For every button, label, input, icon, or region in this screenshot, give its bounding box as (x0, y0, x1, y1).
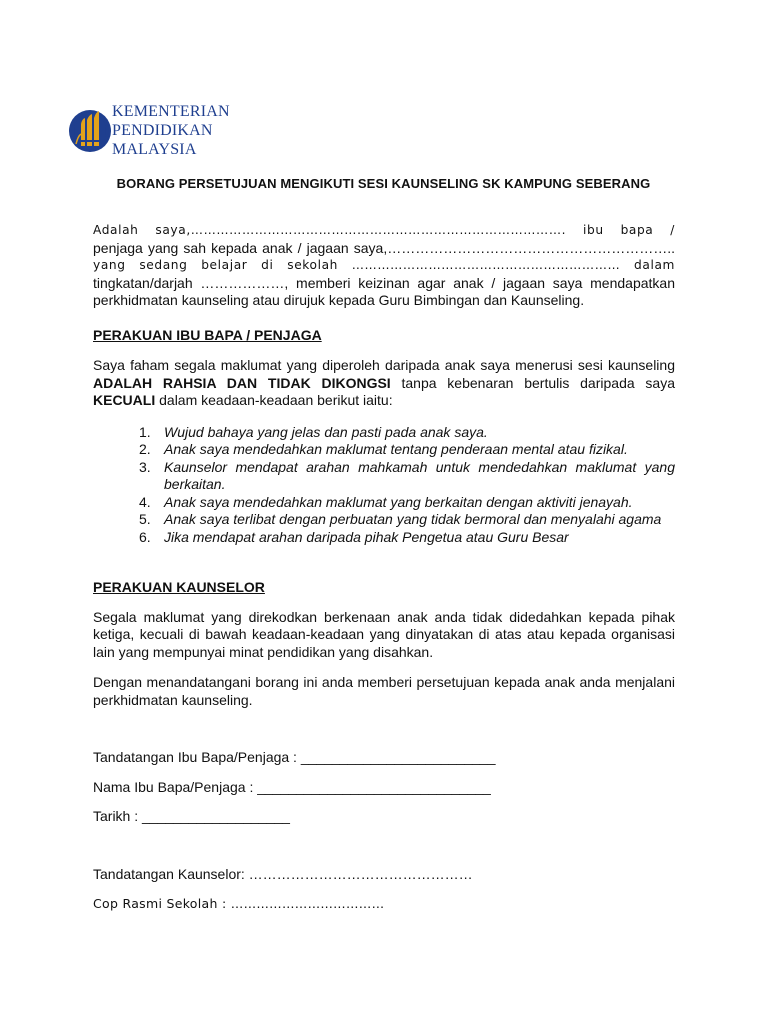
counselor-p1-line-3: lain yang mempunyai minat pendidikan yang disahkan. (93, 643, 434, 660)
logo-line-2: PENDIDIKAN (112, 122, 213, 139)
school-stamp-field[interactable]: Cop Rasmi Sekolah : ……………………………… (93, 896, 385, 911)
form-body (93, 222, 675, 913)
list-item (93, 511, 675, 529)
form-title: BORANG PERSETUJUAN MENGIKUTI SESI KAUNSELING SK KAMPUNG SEBERANG (116, 176, 651, 191)
counselor-paragraph-2 (93, 674, 675, 709)
intro-line-2: penjaga yang sah kepada anak / jagaan saya,…………………………………………………….. (93, 239, 675, 256)
list-item-number: 2. (139, 441, 151, 457)
list-item-text: Jika mendapat arahan daripada pihak Pengetua atau Guru Besar (164, 528, 569, 545)
intro-line-3: yang sedang belajar di sekolah ……………………………………………………… dalam (93, 258, 675, 272)
parent-para-line-3 (93, 392, 675, 410)
list-item-number: 4. (139, 493, 151, 510)
counselor-p1-line-2: ketiga, kecuali di bawah keadaan-keadaan yang dinyatakan di atas atau kepada organisasi (93, 626, 675, 642)
counselor-paragraph-1 (93, 609, 675, 662)
parent-para-line-2 (93, 375, 675, 393)
list-item-text: Anak saya mendedahkan maklumat tentang penderaan mental atau fizikal. (164, 441, 628, 457)
confidential-bold-text: ADALAH RAHSIA DAN TIDAK DIKONGSI (93, 374, 391, 391)
parent-declaration-paragraph (93, 357, 675, 410)
list-item-text-line-1: Kaunselor mendapat arahan mahkamah untuk mendedahkan maklumat yang (164, 458, 675, 475)
intro-line-4: tingkatan/darjah ………………, memberi keizinan agar anak / jagaan saya mendapatkan (93, 274, 675, 291)
exceptions-list (93, 424, 675, 547)
list-item-text: Anak saya mendedahkan maklumat yang berkaitan dengan aktiviti jenayah. (164, 493, 633, 510)
except-bold-text: KECUALI (93, 392, 156, 408)
list-item-number: 6. (139, 528, 151, 545)
list-item-text-line-2: berkaitan. (164, 476, 226, 492)
date-field[interactable]: Tarikh : ___________________ (93, 808, 290, 824)
counselor-p1-line-1: Segala maklumat yang direkodkan berkenaan anak anda tidak didedahkan kepada pihak (93, 608, 675, 625)
intro-line-5: perkhidmatan kaunseling atau dirujuk kepada Guru Bimbingan dan Kaunseling. (93, 292, 585, 308)
counselor-declaration-heading: PERAKUAN KAUNSELOR (93, 579, 265, 595)
counselor-p2-line-2: perkhidmatan kaunseling. (93, 691, 253, 708)
list-item-text: Wujud bahaya yang jelas dan pasti pada anak saya. (164, 423, 488, 440)
logo-line-1: KEMENTERIAN (112, 103, 230, 120)
parent-signature-field[interactable]: Tandatangan Ibu Bapa/Penjaga : _________________________ (93, 749, 496, 765)
logo-line-3: MALAYSIA (112, 141, 197, 158)
intro-paragraph (93, 222, 675, 310)
parent-para-line-3-rest: dalam keadaan-keadaan berikut iaitu: (155, 392, 393, 408)
list-item (93, 494, 675, 512)
parent-para-line-2-rest: tanpa kebenaran bertulis daripada saya (390, 374, 675, 391)
list-item (93, 424, 675, 442)
ministry-logo-text (112, 102, 230, 159)
counselor-p2-line-1: Dengan menandatangani borang ini anda memberi persetujuan kepada anak anda menjalani (93, 674, 675, 690)
ministry-logo (68, 100, 230, 162)
list-item-number: 3. (139, 458, 151, 475)
list-item (93, 459, 675, 494)
list-item-number: 5. (139, 511, 151, 527)
ministry-emblem-icon (68, 100, 114, 158)
parent-name-field[interactable]: Nama Ibu Bapa/Penjaga : ______________________________ (93, 778, 491, 795)
counselor-signature-field[interactable]: Tandatangan Kaunselor: ………………………………………… (93, 865, 473, 882)
list-item (93, 529, 675, 547)
parent-para-line-1: Saya faham segala maklumat yang diperoleh daripada anak saya menerusi sesi kaunseling (93, 357, 675, 373)
list-item (93, 441, 675, 459)
intro-line-1: Adalah saya,……………………………………………………………………………. ibu bapa / (93, 223, 675, 237)
list-item-text: Anak saya terlibat dengan perbuatan yang tidak bermoral dan menyalahi agama (164, 511, 662, 527)
parent-declaration-heading: PERAKUAN IBU BAPA / PENJAGA (93, 326, 322, 343)
list-item-number: 1. (139, 423, 151, 440)
